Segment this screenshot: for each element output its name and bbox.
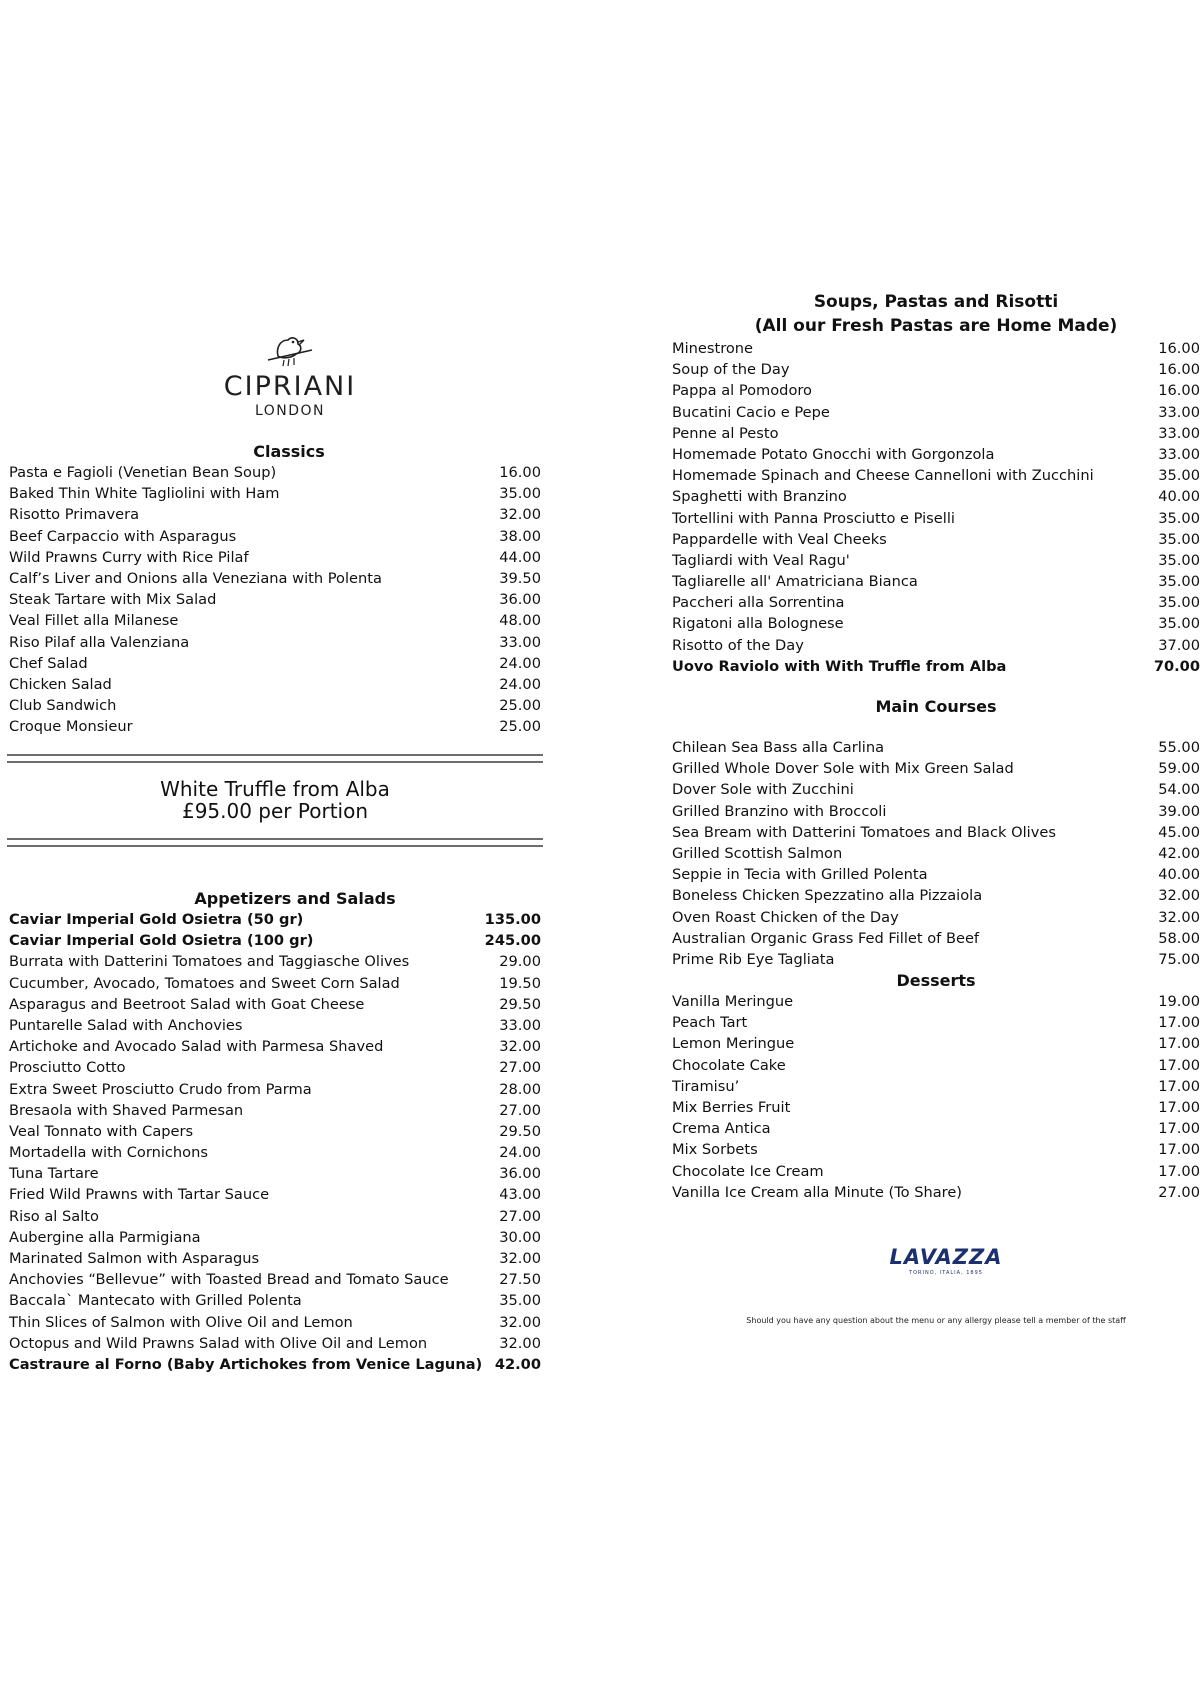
menu-item-price: 17.00 (1158, 1035, 1200, 1053)
lavazza-tagline: TORINO, ITALIA, 1895 (909, 1270, 983, 1276)
menu-item (9, 610, 541, 631)
menu-item-name: Tuna Tartare (9, 1165, 99, 1183)
menu-item (672, 486, 1200, 507)
menu-item-name: Croque Monsieur (9, 718, 133, 736)
menu-item (672, 737, 1200, 758)
menu-item (9, 632, 541, 653)
menu-item-price: 27.00 (499, 1207, 541, 1225)
menu-item-price: 19.00 (1158, 993, 1200, 1010)
menu-item-price: 36.00 (499, 591, 541, 609)
menu-item (672, 1033, 1200, 1054)
menu-item-price: 24.00 (499, 675, 541, 693)
menu-item-price: 32.00 (499, 1250, 541, 1267)
menu-item-price: 27.00 (499, 1101, 541, 1119)
menu-item-name: Grilled Whole Dover Sole with Mix Green Salad (672, 760, 1014, 778)
section-subtitle-pastas: (All our Fresh Pastas are Home Made) (754, 316, 1118, 336)
menu-item-price: 17.00 (1158, 1162, 1200, 1180)
divider-bottom (7, 838, 543, 847)
menu-item (672, 613, 1200, 634)
menu-item-price: 36.00 (499, 1165, 541, 1183)
menu-item-price: 29.50 (499, 995, 541, 1013)
menu-item-price: 43.00 (499, 1186, 541, 1204)
menu-item (9, 716, 541, 737)
menu-item-name: Cucumber, Avocado, Tomatoes and Sweet Corn Salad (9, 974, 400, 992)
menu-item (9, 1163, 541, 1184)
menu-item-name: Soup of the Day (672, 361, 790, 379)
menu-item (672, 779, 1200, 800)
menu-item-name: Baked Thin White Tagliolini with Ham (9, 485, 280, 503)
pastas-list (672, 338, 1200, 677)
truffle-title: White Truffle from Alba (160, 777, 390, 801)
menu-item (672, 1182, 1200, 1203)
menu-item-price: 75.00 (1158, 950, 1200, 968)
menu-item-price: 17.00 (1158, 1141, 1200, 1159)
menu-item-name: Calf’s Liver and Onions alla Veneziana with Polenta (9, 569, 382, 587)
menu-item (9, 994, 541, 1015)
menu-item-name: Oven Roast Chicken of the Day (672, 908, 899, 926)
menu-item-name: Artichoke and Avocado Salad with Parmesa Shaved (9, 1038, 384, 1056)
menu-item (9, 1142, 541, 1163)
menu-item (9, 1206, 541, 1227)
menu-item-name: Baccala` Mantecato with Grilled Polenta (9, 1292, 302, 1310)
menu-item-price: 24.00 (499, 654, 541, 672)
menu-item-name: Marinated Salmon with Asparagus (9, 1250, 260, 1267)
menu-item-price: 39.00 (1158, 802, 1200, 820)
menu-item-price: 42.00 (494, 1355, 541, 1373)
menu-item (672, 359, 1200, 380)
menu-item (9, 909, 541, 930)
menu-item-name: Chef Salad (9, 654, 88, 672)
allergy-note: Should you have any question about the menu or any allergy please tell a member of the staff (746, 1316, 1126, 1325)
menu-item-price: 245.00 (484, 932, 541, 950)
menu-item-price: 35.00 (1158, 530, 1200, 548)
menu-item (672, 801, 1200, 822)
menu-item (672, 928, 1200, 949)
menu-item (672, 550, 1200, 571)
menu-item-price: 30.00 (499, 1228, 541, 1246)
menu-item-name: Bresaola with Shaved Parmesan (9, 1101, 244, 1119)
menu-item-price: 25.00 (499, 718, 541, 736)
menu-item-price: 55.00 (1158, 739, 1200, 756)
menu-item-price: 27.00 (499, 1059, 541, 1077)
lavazza-wordmark: LAVAZZA (889, 1245, 1003, 1269)
menu-item-name: Chilean Sea Bass alla Carlina (672, 739, 885, 756)
menu-item-name: Club Sandwich (9, 697, 117, 715)
menu-item-name: Homemade Spinach and Cheese Cannelloni with Zucchini (672, 467, 1094, 485)
menu-item-name: Spaghetti with Branzino (672, 488, 847, 506)
menu-item-name: Sea Bream with Datterini Tomatoes and Black Olives (672, 823, 1056, 841)
cipriani-logo (215, 330, 365, 420)
menu-item-price: 33.00 (1158, 445, 1200, 463)
appetizers-list (9, 909, 541, 1375)
menu-item (9, 462, 541, 483)
menu-item-price: 32.00 (499, 506, 541, 524)
menu-item-name: Fried Wild Prawns with Tartar Sauce (9, 1186, 270, 1204)
menu-item-name: Penne al Pesto (672, 424, 779, 442)
menu-item (9, 1100, 541, 1121)
menu-item-price: 29.00 (499, 953, 541, 971)
menu-item (672, 508, 1200, 529)
menu-item (672, 656, 1200, 677)
menu-item (9, 653, 541, 674)
menu-item-price: 35.00 (1158, 594, 1200, 612)
menu-item-name: Mix Sorbets (672, 1141, 758, 1159)
menu-item (9, 589, 541, 610)
menu-item-price: 35.00 (1158, 467, 1200, 485)
menu-item-name: Mortadella with Cornichons (9, 1144, 208, 1162)
menu-item-name: Seppie in Tecia with Grilled Polenta (672, 866, 928, 884)
menu-item (9, 1079, 541, 1100)
menu-item-name: Extra Sweet Prosciutto Crudo from Parma (9, 1080, 312, 1098)
mains-list (672, 737, 1200, 970)
menu-item (672, 1118, 1200, 1139)
menu-item-price: 25.00 (499, 697, 541, 715)
menu-item-price: 35.00 (499, 1292, 541, 1310)
menu-item-name: Caviar Imperial Gold Osietra (50 gr) (9, 911, 304, 928)
menu-item-price: 33.00 (499, 1016, 541, 1034)
truffle-price: £95.00 per Portion (181, 799, 369, 823)
menu-item-name: Peach Tart (672, 1014, 748, 1032)
menu-item-price: 27.50 (499, 1271, 541, 1289)
menu-item-price: 59.00 (1158, 760, 1200, 778)
menu-item (9, 1312, 541, 1333)
menu-item-name: Puntarelle Salad with Anchovies (9, 1016, 243, 1034)
menu-item-price: 16.00 (499, 464, 541, 481)
menu-item-name: Uovo Raviolo with With Truffle from Alba (672, 657, 1007, 675)
menu-item-price: 16.00 (1158, 361, 1200, 379)
section-title-mains: Main Courses (875, 697, 997, 716)
menu-item (9, 483, 541, 504)
menu-item (672, 758, 1200, 779)
menu-item-name: Riso Pilaf alla Valenziana (9, 633, 190, 651)
menu-item-name: Pasta e Fagioli (Venetian Bean Soup) (9, 464, 277, 481)
menu-item (9, 1015, 541, 1036)
menu-item (9, 1057, 541, 1078)
menu-item-name: Australian Organic Grass Fed Fillet of Beef (672, 929, 980, 947)
menu-item (9, 568, 541, 589)
menu-item-price: 35.00 (1158, 551, 1200, 569)
menu-item-name: Rigatoni alla Bolognese (672, 615, 844, 633)
menu-item (672, 991, 1200, 1012)
menu-item (9, 973, 541, 994)
menu-item-price: 32.00 (499, 1334, 541, 1352)
truffle-banner (7, 778, 543, 822)
menu-item-price: 40.00 (1158, 866, 1200, 884)
menu-item-price: 17.00 (1158, 1098, 1200, 1116)
menu-item-price: 58.00 (1158, 929, 1200, 947)
menu-item-name: Risotto of the Day (672, 636, 804, 654)
brand-city: LONDON (254, 403, 326, 419)
menu-item-name: Anchovies “Bellevue” with Toasted Bread and Tomato Sauce (9, 1271, 449, 1289)
menu-item-name: Vanilla Ice Cream alla Minute (To Share) (672, 1183, 962, 1201)
menu-item (672, 592, 1200, 613)
menu-item-name: Chocolate Ice Cream (672, 1162, 824, 1180)
menu-item-price: 17.00 (1158, 1077, 1200, 1095)
menu-item-price: 35.00 (1158, 509, 1200, 527)
menu-item-price: 29.50 (499, 1122, 541, 1140)
menu-item-price: 24.00 (499, 1144, 541, 1162)
menu-item-price: 35.00 (1158, 615, 1200, 633)
menu-item (672, 1097, 1200, 1118)
menu-item-price: 16.00 (1158, 382, 1200, 400)
menu-item (672, 465, 1200, 486)
menu-item-name: Prime Rib Eye Tagliata (672, 950, 835, 968)
menu-item-name: Prosciutto Cotto (9, 1059, 126, 1077)
menu-item-name: Tiramisu’ (672, 1077, 740, 1095)
menu-item (672, 529, 1200, 550)
menu-item-name: Wild Prawns Curry with Rice Pilaf (9, 548, 249, 566)
pastas-section (672, 290, 1200, 677)
menu-item-price: 28.00 (499, 1080, 541, 1098)
menu-item (9, 1248, 541, 1269)
brand-name: CIPRIANI (223, 371, 357, 402)
menu-item-price: 44.00 (499, 548, 541, 566)
mains-section (672, 696, 1200, 970)
menu-item-name: Tagliardi with Veal Ragu' (672, 551, 850, 569)
menu-item-name: Riso al Salto (9, 1207, 99, 1225)
menu-item (9, 930, 541, 951)
menu-item-price: 35.00 (1158, 573, 1200, 591)
menu-item-price: 16.00 (1158, 340, 1200, 357)
menu-item-price: 40.00 (1158, 488, 1200, 506)
menu-item-name: Dover Sole with Zucchini (672, 781, 854, 799)
menu-item (9, 951, 541, 972)
menu-item-price: 39.50 (499, 569, 541, 587)
menu-item-price: 38.00 (499, 527, 541, 545)
menu-item (9, 695, 541, 716)
menu-item-name: Grilled Branzino with Broccoli (672, 802, 887, 820)
menu-item-name: Octopus and Wild Prawns Salad with Olive Oil and Lemon (9, 1334, 428, 1352)
menu-item-name: Veal Fillet alla Milanese (9, 612, 179, 630)
menu-item-price: 48.00 (499, 612, 541, 630)
menu-item (9, 1354, 541, 1375)
menu-item (672, 444, 1200, 465)
menu-item-price: 32.00 (499, 1038, 541, 1056)
menu-item-name: Chocolate Cake (672, 1056, 786, 1074)
menu-item (672, 1076, 1200, 1097)
desserts-section (672, 970, 1200, 1203)
menu-item (9, 1036, 541, 1057)
menu-item-price: 17.00 (1158, 1120, 1200, 1138)
menu-item (9, 1333, 541, 1354)
menu-item (672, 1161, 1200, 1182)
menu-item-name: Pappa al Pomodoro (672, 382, 812, 400)
menu-item-price: 45.00 (1158, 823, 1200, 841)
appetizers-section (9, 888, 541, 1375)
menu-item-name: Mix Berries Fruit (672, 1098, 791, 1116)
menu-item-name: Thin Slices of Salmon with Olive Oil and Lemon (9, 1313, 353, 1331)
menu-item (9, 674, 541, 695)
menu-item (672, 843, 1200, 864)
menu-item-name: Beef Carpaccio with Asparagus (9, 527, 237, 545)
menu-item-name: Risotto Primavera (9, 506, 140, 524)
menu-item-name: Tortellini with Panna Prosciutto e Piselli (672, 509, 955, 527)
bird-emblem-icon (262, 330, 318, 370)
menu-item-price: 33.00 (499, 633, 541, 651)
menu-item (672, 571, 1200, 592)
menu-item (9, 504, 541, 525)
menu-item-price: 17.00 (1158, 1056, 1200, 1074)
desserts-list (672, 991, 1200, 1203)
menu-item (672, 380, 1200, 401)
menu-item (672, 885, 1200, 906)
menu-item-price: 19.50 (499, 974, 541, 992)
menu-item-name: Asparagus and Beetroot Salad with Goat Cheese (9, 995, 365, 1013)
menu-item (672, 822, 1200, 843)
menu-item-price: 32.00 (1158, 908, 1200, 926)
classics-list (9, 462, 541, 737)
menu-item-name: Bucatini Cacio e Pepe (672, 403, 830, 421)
menu-item (672, 949, 1200, 970)
menu-item-name: Castraure al Forno (Baby Artichokes from Venice Laguna) (9, 1355, 483, 1373)
menu-item (9, 1290, 541, 1311)
lavazza-logo (886, 1245, 1006, 1277)
menu-item-name: Paccheri alla Sorrentina (672, 594, 845, 612)
menu-item (672, 338, 1200, 359)
menu-item-name: Aubergine alla Parmigiana (9, 1228, 201, 1246)
menu-item (672, 423, 1200, 444)
menu-item-name: Burrata with Datterini Tomatoes and Taggiasche Olives (9, 953, 410, 971)
menu-item-name: Boneless Chicken Spezzatino alla Pizzaiola (672, 887, 983, 905)
menu-item-name: Caviar Imperial Gold Osietra (100 gr) (9, 932, 314, 950)
menu-item-name: Pappardelle with Veal Cheeks (672, 530, 887, 548)
menu-item-price: 54.00 (1158, 781, 1200, 799)
menu-item-price: 33.00 (1158, 403, 1200, 421)
menu-item-name: Homemade Potato Gnocchi with Gorgonzola (672, 445, 995, 463)
menu-item-price: 32.00 (499, 1313, 541, 1331)
menu-item (672, 635, 1200, 656)
menu-item (672, 907, 1200, 928)
menu-item-price: 42.00 (1158, 844, 1200, 862)
menu-item-name: Minestrone (672, 340, 754, 357)
classics-section (9, 441, 541, 737)
menu-item-price: 17.00 (1158, 1014, 1200, 1032)
menu-item-name: Crema Antica (672, 1120, 771, 1138)
menu-item-name: Steak Tartare with Mix Salad (9, 591, 217, 609)
section-title-appetizers: Appetizers and Salads (194, 889, 396, 908)
menu-item (672, 1012, 1200, 1033)
menu-item (9, 1227, 541, 1248)
menu-item-name: Chicken Salad (9, 675, 112, 693)
menu-item (672, 1055, 1200, 1076)
menu-item-price: 32.00 (1158, 887, 1200, 905)
menu-item-price: 135.00 (484, 911, 541, 928)
menu-item-name: Vanilla Meringue (672, 993, 794, 1010)
section-title-pastas: Soups, Pastas and Risotti (813, 292, 1059, 312)
menu-item-price: 70.00 (1153, 657, 1200, 675)
divider-top (7, 754, 543, 763)
menu-item (9, 526, 541, 547)
menu-item (9, 1184, 541, 1205)
menu-item-name: Grilled Scottish Salmon (672, 844, 843, 862)
menu-item-price: 27.00 (1158, 1183, 1200, 1201)
menu-item-name: Veal Tonnato with Capers (9, 1122, 194, 1140)
menu-item (9, 1121, 541, 1142)
menu-item (9, 547, 541, 568)
menu-item-price: 33.00 (1158, 424, 1200, 442)
section-title-classics: Classics (253, 442, 325, 461)
section-title-desserts: Desserts (896, 971, 976, 990)
menu-item-price: 35.00 (499, 485, 541, 503)
menu-item (672, 864, 1200, 885)
menu-item-price: 37.00 (1158, 636, 1200, 654)
menu-item-name: Tagliarelle all' Amatriciana Bianca (672, 573, 918, 591)
menu-item-name: Lemon Meringue (672, 1035, 795, 1053)
menu-item (672, 402, 1200, 423)
menu-item (9, 1269, 541, 1290)
menu-item (672, 1139, 1200, 1160)
